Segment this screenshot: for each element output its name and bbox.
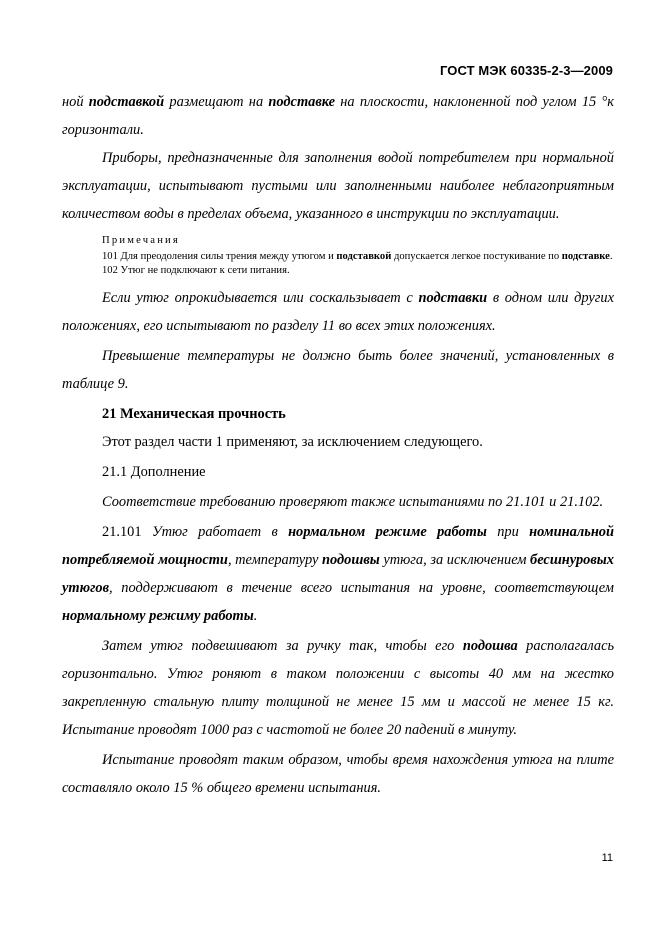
text-run: располагалась горизонтально. Утюг роняют в таком положении с высоты 40 мм на жестко закрепленную стальную плиту толщиной не менее 15 мм и массой не менее 15 кг. Испытание проводят 1000 раз с частотой не более 20 падений в минуту. bbox=[62, 638, 614, 738]
notes-title: Примечания bbox=[102, 235, 180, 246]
text-run: при bbox=[486, 524, 530, 540]
text-run: Утюг работает в bbox=[151, 524, 289, 540]
section-intro: Этот раздел части 1 применяют, за исключением следующего. bbox=[102, 434, 483, 450]
term-stand: подставкой bbox=[88, 94, 165, 110]
paragraph-placement bbox=[62, 88, 614, 144]
text-run: 101 Для преодоления силы трения между утюгом и bbox=[102, 251, 337, 262]
subsection-title: 21.1 Дополнение bbox=[102, 464, 206, 480]
paragraph-water-filling: Приборы, предназначенные для заполнения водой потребителем при нормальной эксплуатации, испытывают пустыми или заполненными наиболее неблагоприятным количеством воды в пределах объема, указанного в инструкции по эксплуатации. bbox=[62, 150, 614, 222]
term-stand: подставки bbox=[418, 290, 488, 306]
text-run: , температуру bbox=[227, 552, 322, 568]
term-soleplate: подошва bbox=[462, 638, 518, 654]
term-normal-operation: нормальному режиму работы bbox=[62, 608, 254, 624]
text-run: на плоскости, наклоненной под углом 15 °к горизонтали. bbox=[62, 94, 614, 138]
term-cordless-irons: бесшнуровых утюгов bbox=[62, 552, 614, 596]
body-text bbox=[62, 88, 614, 802]
text-run: , поддерживают в течение всего испытания на уровне, соответствующем bbox=[109, 580, 614, 596]
term-rated-power: номинальной потребляемой мощности bbox=[62, 524, 615, 568]
term-soleplate: подошвы bbox=[322, 552, 380, 568]
text-run: ной bbox=[62, 94, 89, 110]
document-code-header: ГОСТ МЭК 60335-2-3—2009 bbox=[439, 63, 613, 78]
text-run: в одном или других положениях, его испытывают по разделу 11 во всех этих положениях. bbox=[62, 290, 614, 334]
paragraph-compliance: Соответствие требованию проверяют также испытаниями по 21.101 и 21.102. bbox=[102, 494, 604, 510]
paragraph-drop-test bbox=[62, 632, 614, 744]
text-run: Затем утюг подвешивают за ручку так, чтобы его bbox=[102, 638, 463, 654]
paragraph-21-101 bbox=[62, 518, 614, 630]
note-102: 102 Утюг не подключают к сети питания. bbox=[102, 265, 290, 276]
page-number: 11 bbox=[601, 852, 613, 864]
paragraph-test-time: Испытание проводят таким образом, чтобы время нахождения утюга на плите составляло около 15 % общего времени испытания. bbox=[62, 752, 614, 796]
section-heading: 21 Механическая прочность bbox=[102, 406, 286, 422]
text-run: утюга, за исключением bbox=[379, 552, 531, 568]
clause-number: 21.101 bbox=[102, 524, 152, 540]
term-stand: подставке bbox=[561, 251, 610, 262]
notes-block bbox=[62, 234, 614, 278]
term-stand: подставке bbox=[268, 94, 336, 110]
term-stand: подставкой bbox=[336, 251, 392, 262]
text-run: . bbox=[253, 608, 258, 624]
text-run: размещают на bbox=[164, 94, 269, 110]
text-run: . bbox=[609, 251, 613, 262]
term-normal-operation: нормальном режиме работы bbox=[288, 524, 487, 540]
paragraph-temperature-rise: Превышение температуры не должно быть более значений, установленных в таблице 9. bbox=[62, 348, 614, 392]
paragraph-tipping bbox=[62, 284, 614, 340]
text-run: допускается легкое постукивание по bbox=[391, 251, 562, 262]
note-101 bbox=[62, 250, 614, 264]
text-run: Если утюг опрокидывается или соскальзывает с bbox=[102, 290, 419, 306]
